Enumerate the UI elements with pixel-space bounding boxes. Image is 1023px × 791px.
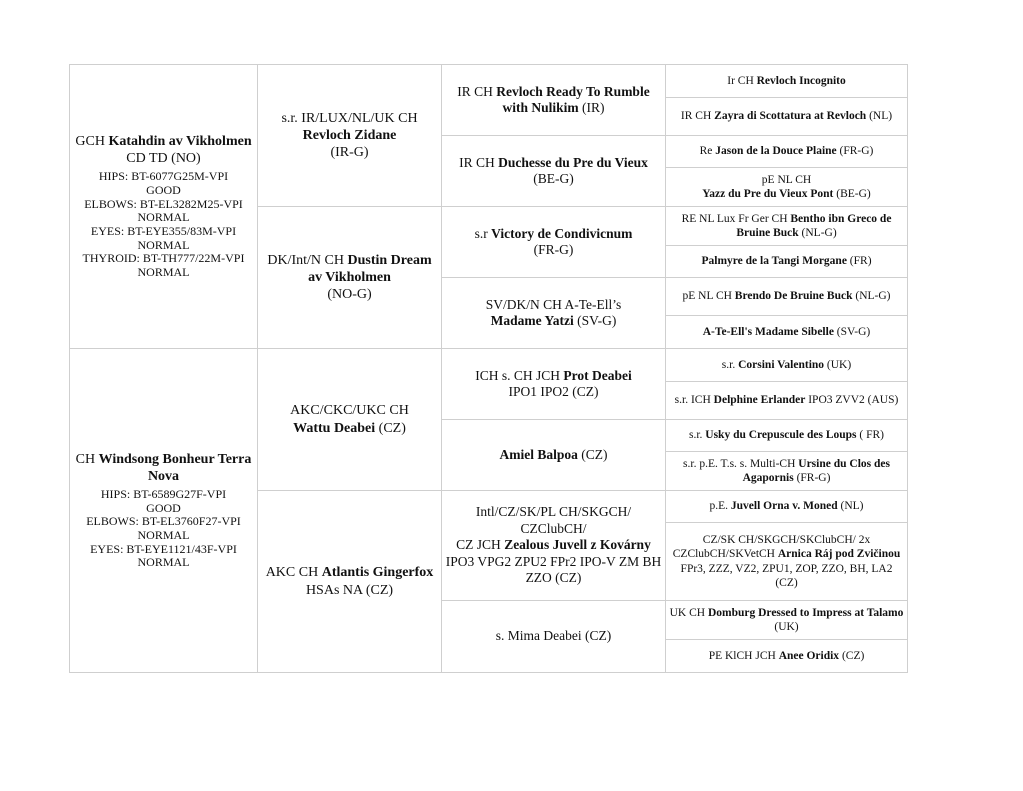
title-prefix: PE KlCH JCH — [708, 649, 779, 662]
gen4-cell-14 — [666, 523, 908, 601]
title-prefix: UK CH — [669, 606, 708, 619]
title-suffix: (NL-G) — [798, 227, 837, 239]
sire-cell — [70, 65, 258, 349]
title-suffix: (CZ) — [375, 420, 406, 436]
gen4-cell-7 — [666, 278, 908, 316]
title-suffix: (FR-G) — [533, 242, 574, 257]
health-line: GOOD — [146, 500, 181, 515]
title-suffix: (NO-G) — [327, 287, 372, 303]
dog-name: Madame Yatzi — [490, 313, 574, 328]
title-suffix: (NL) — [837, 500, 864, 513]
gen4-cell-15 — [666, 601, 908, 640]
title-suffix: (CZ) — [839, 649, 865, 662]
health-line: NORMAL — [137, 528, 190, 543]
title-prefix: Ir CH — [727, 74, 757, 87]
dam-dam-cell — [258, 491, 442, 673]
health-line: ELBOWS: BT-EL3282M25-VPI — [84, 196, 243, 211]
health-line: GOOD — [146, 183, 181, 198]
health-line: EYES: BT-EYE355/83M-VPI — [90, 224, 237, 239]
gen4-cell-6 — [666, 246, 908, 278]
health-line: NORMAL — [137, 210, 190, 225]
gen4-cell-4 — [666, 168, 908, 207]
dam-title — [73, 451, 254, 485]
health-line: NORMAL — [137, 555, 190, 570]
title-suffix: (SV-G) — [833, 325, 871, 338]
sire-dam-cell — [258, 207, 442, 349]
title-prefix: CZ/SK CH/SKGCH/SKClubCH/ 2x CZClubCH/SKVetCH — [672, 534, 871, 561]
title-prefix: p.E. — [709, 500, 731, 513]
title-prefix: IR CH — [459, 154, 499, 170]
title-suffix: IPO3 ZVV2 (AUS) — [805, 394, 899, 407]
title-suffix: (NL) — [866, 110, 893, 123]
title-prefix: Intl/CZ/SK/PL CH/SKGCH/ — [475, 504, 632, 520]
gen4-cell-13 — [666, 491, 908, 523]
dog-name: Jason de la Douce Plaine — [715, 145, 837, 158]
title-prefix: pE NL CH — [682, 290, 735, 303]
title-suffix: (CZ) — [577, 446, 608, 462]
gen4-cell-11 — [666, 420, 908, 452]
dam-cell — [70, 349, 258, 673]
dog-name: Dustin Dream av Vikholmen — [308, 252, 432, 285]
title-prefix: AKC/CKC/UKC CH — [290, 403, 409, 419]
title-suffix: (BE-G) — [833, 188, 871, 200]
health-line: HIPS: BT-6077G25M-VPI — [98, 169, 229, 184]
dog-name: Domburg Dressed to Impress at Talamo — [707, 606, 904, 619]
title-prefix: Re — [699, 145, 716, 158]
health-line: THYROID: BT-TH777/22M-VPI — [82, 251, 245, 266]
title-prefix: AKC CH — [265, 565, 322, 581]
sire-name: Katahdin av Vikholmen — [108, 134, 252, 150]
gen3-cell-5 — [442, 349, 666, 420]
title-suffix: (NL-G) — [852, 290, 891, 303]
gen3-cell-3 — [442, 207, 666, 278]
gen3-cell-7 — [442, 491, 666, 601]
title-prefix: CZClubCH/ — [520, 520, 587, 536]
gen3-cell-1 — [442, 65, 666, 136]
title-suffix: (FR-G) — [793, 472, 831, 484]
pedigree-table — [69, 64, 908, 673]
title-prefix: s.r. p.E. T.s. s. Multi-CH — [683, 457, 799, 470]
dog-name: Atlantis Gingerfox — [321, 565, 434, 581]
dog-name: A-Te-Ell's Madame Sibelle — [702, 325, 834, 338]
sire-health-list — [73, 170, 254, 279]
dog-name: Juvell Orna v. Moned — [730, 500, 838, 513]
title-suffix: (IR-G) — [330, 145, 369, 161]
dog-name: Revloch Incognito — [756, 74, 846, 87]
title-suffix: ( FR) — [856, 429, 885, 442]
title-suffix: (FR-G) — [836, 145, 874, 158]
health-line: ELBOWS: BT-EL3760F27-VPI — [86, 514, 241, 529]
sire-title-prefix: GCH — [75, 134, 109, 150]
title-prefix: s.r. ICH — [674, 394, 714, 407]
gen4-cell-2 — [666, 98, 908, 136]
health-line: EYES: BT-EYE1121/43F-VPI — [90, 541, 237, 556]
title-prefix: IR CH — [680, 110, 715, 123]
gen4-cell-5 — [666, 207, 908, 246]
dog-name: Bentho ibn Greco de Bruine Buck — [736, 212, 892, 239]
title-suffix: IPO3 VPG2 ZPU2 FPr2 IPO-V ZM BH ZZO (CZ) — [445, 553, 662, 586]
gen4-cell-9 — [666, 349, 908, 382]
title-prefix: s.r — [474, 225, 492, 241]
health-line: HIPS: BT-6589G27F-VPI — [100, 487, 227, 502]
dog-name: Revloch Ready To Rumble with Nulikim — [496, 83, 650, 115]
gen3-cell-2 — [442, 136, 666, 207]
title-prefix: ICH s. CH JCH — [475, 367, 564, 383]
sire-title — [73, 133, 254, 167]
title-suffix: (UK) — [774, 621, 799, 633]
gen3-cell-8 — [442, 601, 666, 673]
title-suffix: FPr3, ZZZ, VZ2, ZPU1, ZOP, ZZO, BH, LA2 (CZ) — [680, 562, 893, 589]
dog-name: Delphine Erlander — [713, 394, 806, 407]
dog-name: Wattu Deabei — [293, 420, 376, 436]
gen4-cell-12 — [666, 452, 908, 491]
gen4-cell-3 — [666, 136, 908, 168]
dog-name: Corsini Valentino — [738, 358, 825, 371]
title-prefix: CZ JCH — [456, 537, 505, 553]
dog-name: Palmyre de la Tangi Morgane — [701, 255, 847, 268]
dog-name: Victory de Condivicnum — [491, 225, 633, 241]
gen3-cell-6 — [442, 420, 666, 491]
health-line: NORMAL — [137, 237, 190, 252]
title-suffix: IPO1 IPO2 (CZ) — [508, 384, 599, 399]
dog-name: Brendo De Bruine Buck — [734, 290, 853, 303]
gen4-cell-10 — [666, 382, 908, 420]
title-prefix: SV/DK/N CH A-Te-Ell’s — [485, 296, 622, 312]
title-prefix: s.r. — [688, 429, 706, 442]
dog-name: Duchesse du Pre du Vieux — [498, 154, 648, 170]
title-suffix: (SV-G) — [573, 313, 617, 328]
title-suffix: (IR) — [578, 100, 605, 115]
dog-name: s. Mima Deabei (CZ) — [495, 628, 612, 644]
dog-name: Amiel Balpoa — [499, 446, 578, 462]
title-prefix: IR CH — [457, 83, 497, 99]
title-prefix: RE NL Lux Fr Ger CH — [681, 212, 791, 225]
title-prefix: s.r. — [721, 358, 739, 371]
dam-name: Windsong Bonheur Terra Nova — [98, 451, 252, 484]
title-suffix: HSAs NA (CZ) — [305, 582, 394, 598]
dog-name: Ursine du Clos des Agapornis — [742, 457, 890, 484]
gen4-cell-16 — [666, 640, 908, 673]
dam-title-prefix: CH — [75, 451, 99, 467]
dog-name: Zayra di Scottatura at Revloch — [714, 110, 867, 123]
title-prefix: pE NL CH — [761, 173, 812, 186]
sire-sire-cell — [258, 65, 442, 207]
title-suffix: (UK) — [824, 358, 852, 371]
title-suffix: (FR) — [846, 255, 872, 268]
gen3-cell-4 — [442, 278, 666, 349]
dam-health-list — [73, 488, 254, 570]
dog-name: Usky du Crepuscule des Loups — [705, 429, 857, 442]
gen4-cell-8 — [666, 316, 908, 349]
title-prefix: DK/Int/N CH — [267, 252, 348, 268]
title-prefix: s.r. IR/LUX/NL/UK CH — [281, 110, 418, 126]
title-suffix: (BE-G) — [533, 171, 574, 186]
dog-name: Anee Oridix — [778, 649, 840, 662]
sire-title-suffix: CD TD (NO) — [126, 151, 201, 167]
dog-name: Arnica Ráj pod Zvičinou — [777, 548, 901, 561]
dog-name: Prot Deabei — [563, 367, 632, 383]
health-line: NORMAL — [137, 265, 190, 280]
dog-name: Revloch Zidane — [302, 127, 397, 143]
gen4-cell-1 — [666, 65, 908, 98]
dog-name: Yazz du Pre du Vieux Pont — [702, 188, 834, 200]
dog-name: Zealous Juvell z Kovárny — [504, 537, 651, 553]
dam-sire-cell — [258, 349, 442, 491]
